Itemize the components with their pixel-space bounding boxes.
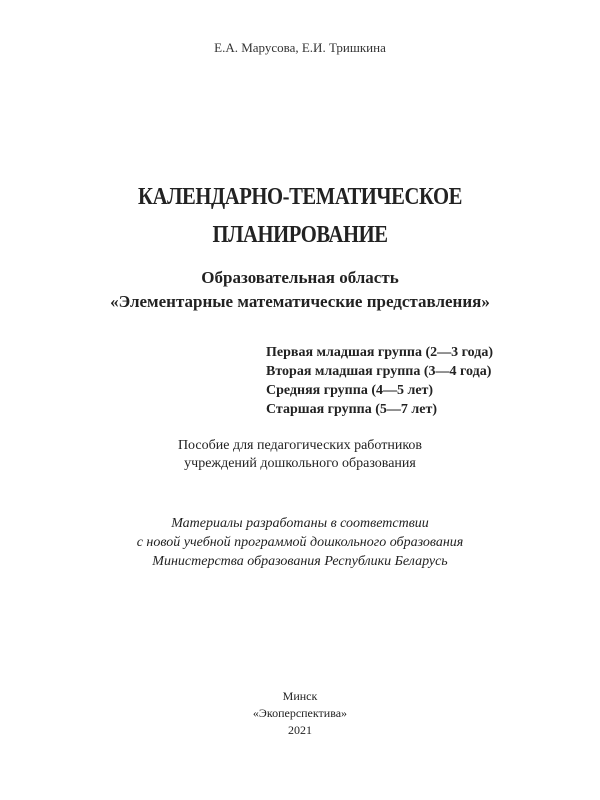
authors: Е.А. Марусова, Е.И. Тришкина	[214, 40, 386, 55]
compliance-note-line-3: Министерства образования Республики Беларусь	[152, 554, 448, 569]
manual-description	[0, 437, 600, 473]
compliance-note-line-1: Материалы разработаны в соответствии	[171, 516, 429, 531]
imprint-city: Минск	[282, 689, 318, 703]
compliance-note	[0, 514, 600, 571]
book-title	[42, 178, 558, 254]
age-group-item: Средняя группа (4—5 лет)	[266, 383, 434, 398]
subject-area-line-2: «Элементарные математические представления»	[110, 292, 490, 311]
imprint-year: 2021	[288, 723, 312, 737]
imprint	[0, 688, 600, 739]
book-title-line-1: КАЛЕНДАРНО-ТЕМАТИЧЕСКОЕ	[138, 184, 462, 210]
subject-area-line-1: Образовательная область	[201, 268, 399, 287]
manual-description-line-2: учреждений дошкольного образования	[184, 456, 416, 471]
age-groups-list	[266, 343, 493, 419]
compliance-note-line-2: с новой учебной программой дошкольного образования	[136, 535, 464, 550]
age-group-item: Первая младшая группа (2—3 года)	[266, 345, 493, 360]
book-title-line-2: ПЛАНИРОВАНИЕ	[212, 222, 388, 248]
subject-area	[0, 266, 600, 314]
manual-description-line-1: Пособие для педагогических работников	[177, 438, 423, 453]
age-group-item: Вторая младшая группа (3—4 года)	[266, 364, 492, 379]
imprint-publisher: «Экоперспектива»	[252, 706, 348, 720]
age-group-item: Старшая группа (5—7 лет)	[266, 402, 438, 417]
